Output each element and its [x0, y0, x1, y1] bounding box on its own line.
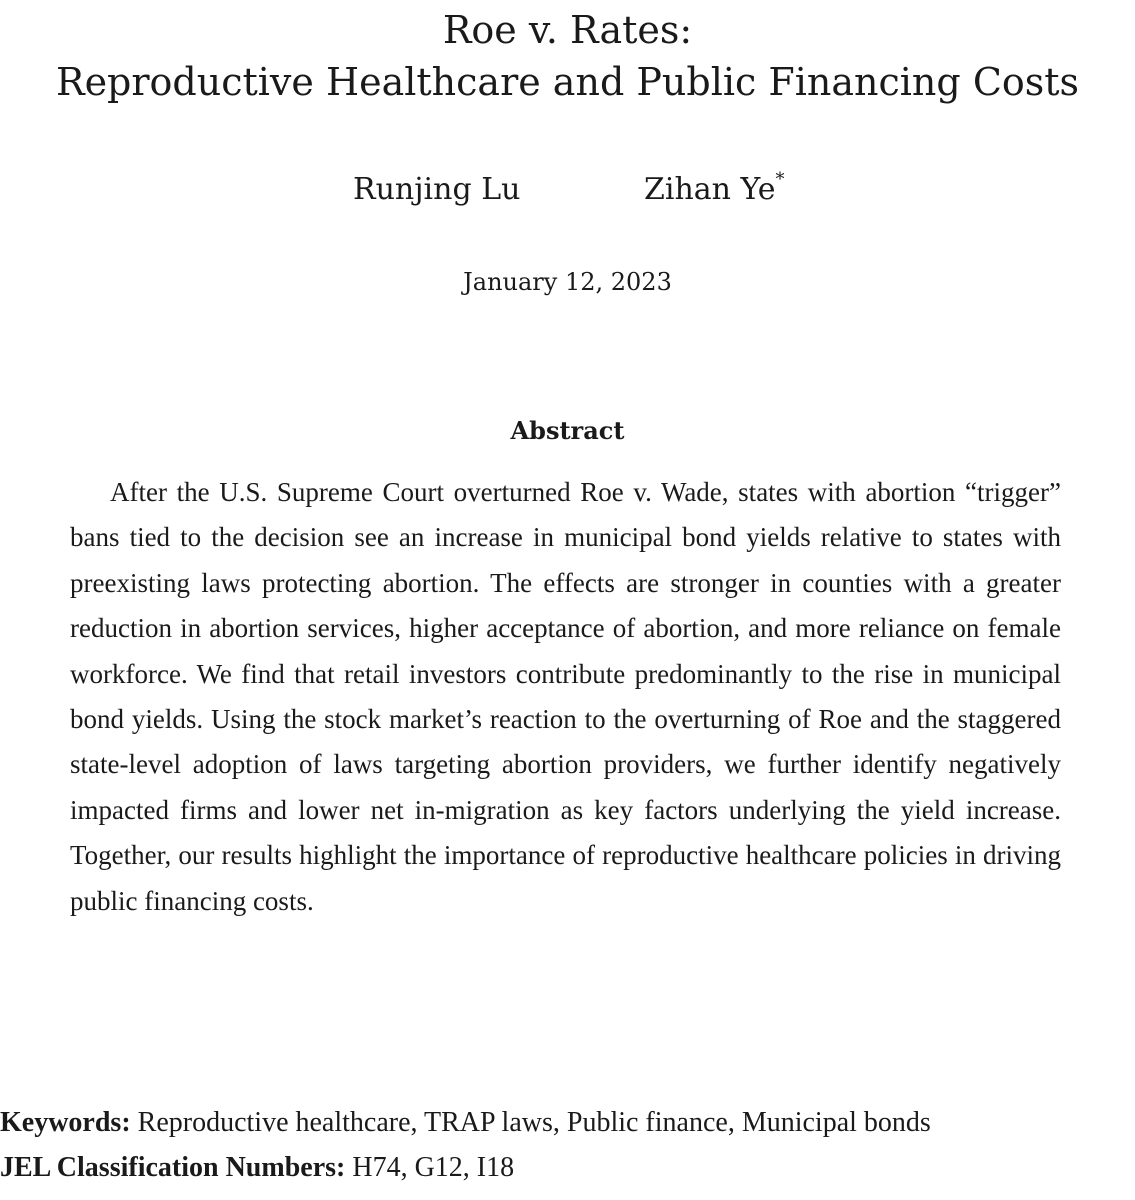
abstract-heading: Abstract [510, 416, 625, 445]
author-zihan-ye [644, 168, 784, 212]
jel-label: JEL Classification Numbers: [0, 1152, 346, 1183]
author-list [0, 168, 1135, 212]
jel-line [0, 1147, 1135, 1189]
jel-value: H74, G12, I18 [352, 1152, 515, 1183]
title-line-1: Roe v. Rates: [442, 8, 693, 52]
author-name: Runjing Lu [353, 172, 521, 207]
publication-date: January 12, 2023 [463, 268, 672, 296]
author-name: Zihan Ye [644, 172, 776, 207]
abstract-text: After the U.S. Supreme Court overturned Roe v. Wade, states with abortion “trigger” bans tied to the decision see an increase in municipal bond yields relative to states with preexisting laws protecting abortion. The effects are stronger in counties with a greater reduction in abortion services, higher acceptance of abortion, and more reliance on female workforce. We find that retail investors contribute predominantly to the rise in municipal bond yields. Using the stock market’s reaction to the overturning of Roe and the staggered state-level adoption of laws targeting abortion providers, we further identify negatively impacted firms and lower net in-migration as key factors underlying the yield increase. Together, our results highlight the importance of reproductive healthcare policies in driving public financing costs. [70, 477, 1061, 916]
title-line-2: Reproductive Healthcare and Public Financing Costs [55, 60, 1080, 104]
keywords-value: Reproductive healthcare, TRAP laws, Public finance, Municipal bonds [137, 1107, 931, 1138]
keywords-label: Keywords: [0, 1107, 131, 1138]
author-runjing-lu [353, 168, 520, 212]
footnote-mark: * [775, 169, 785, 190]
paper-title [0, 4, 1135, 108]
keywords-line [0, 1102, 1135, 1144]
